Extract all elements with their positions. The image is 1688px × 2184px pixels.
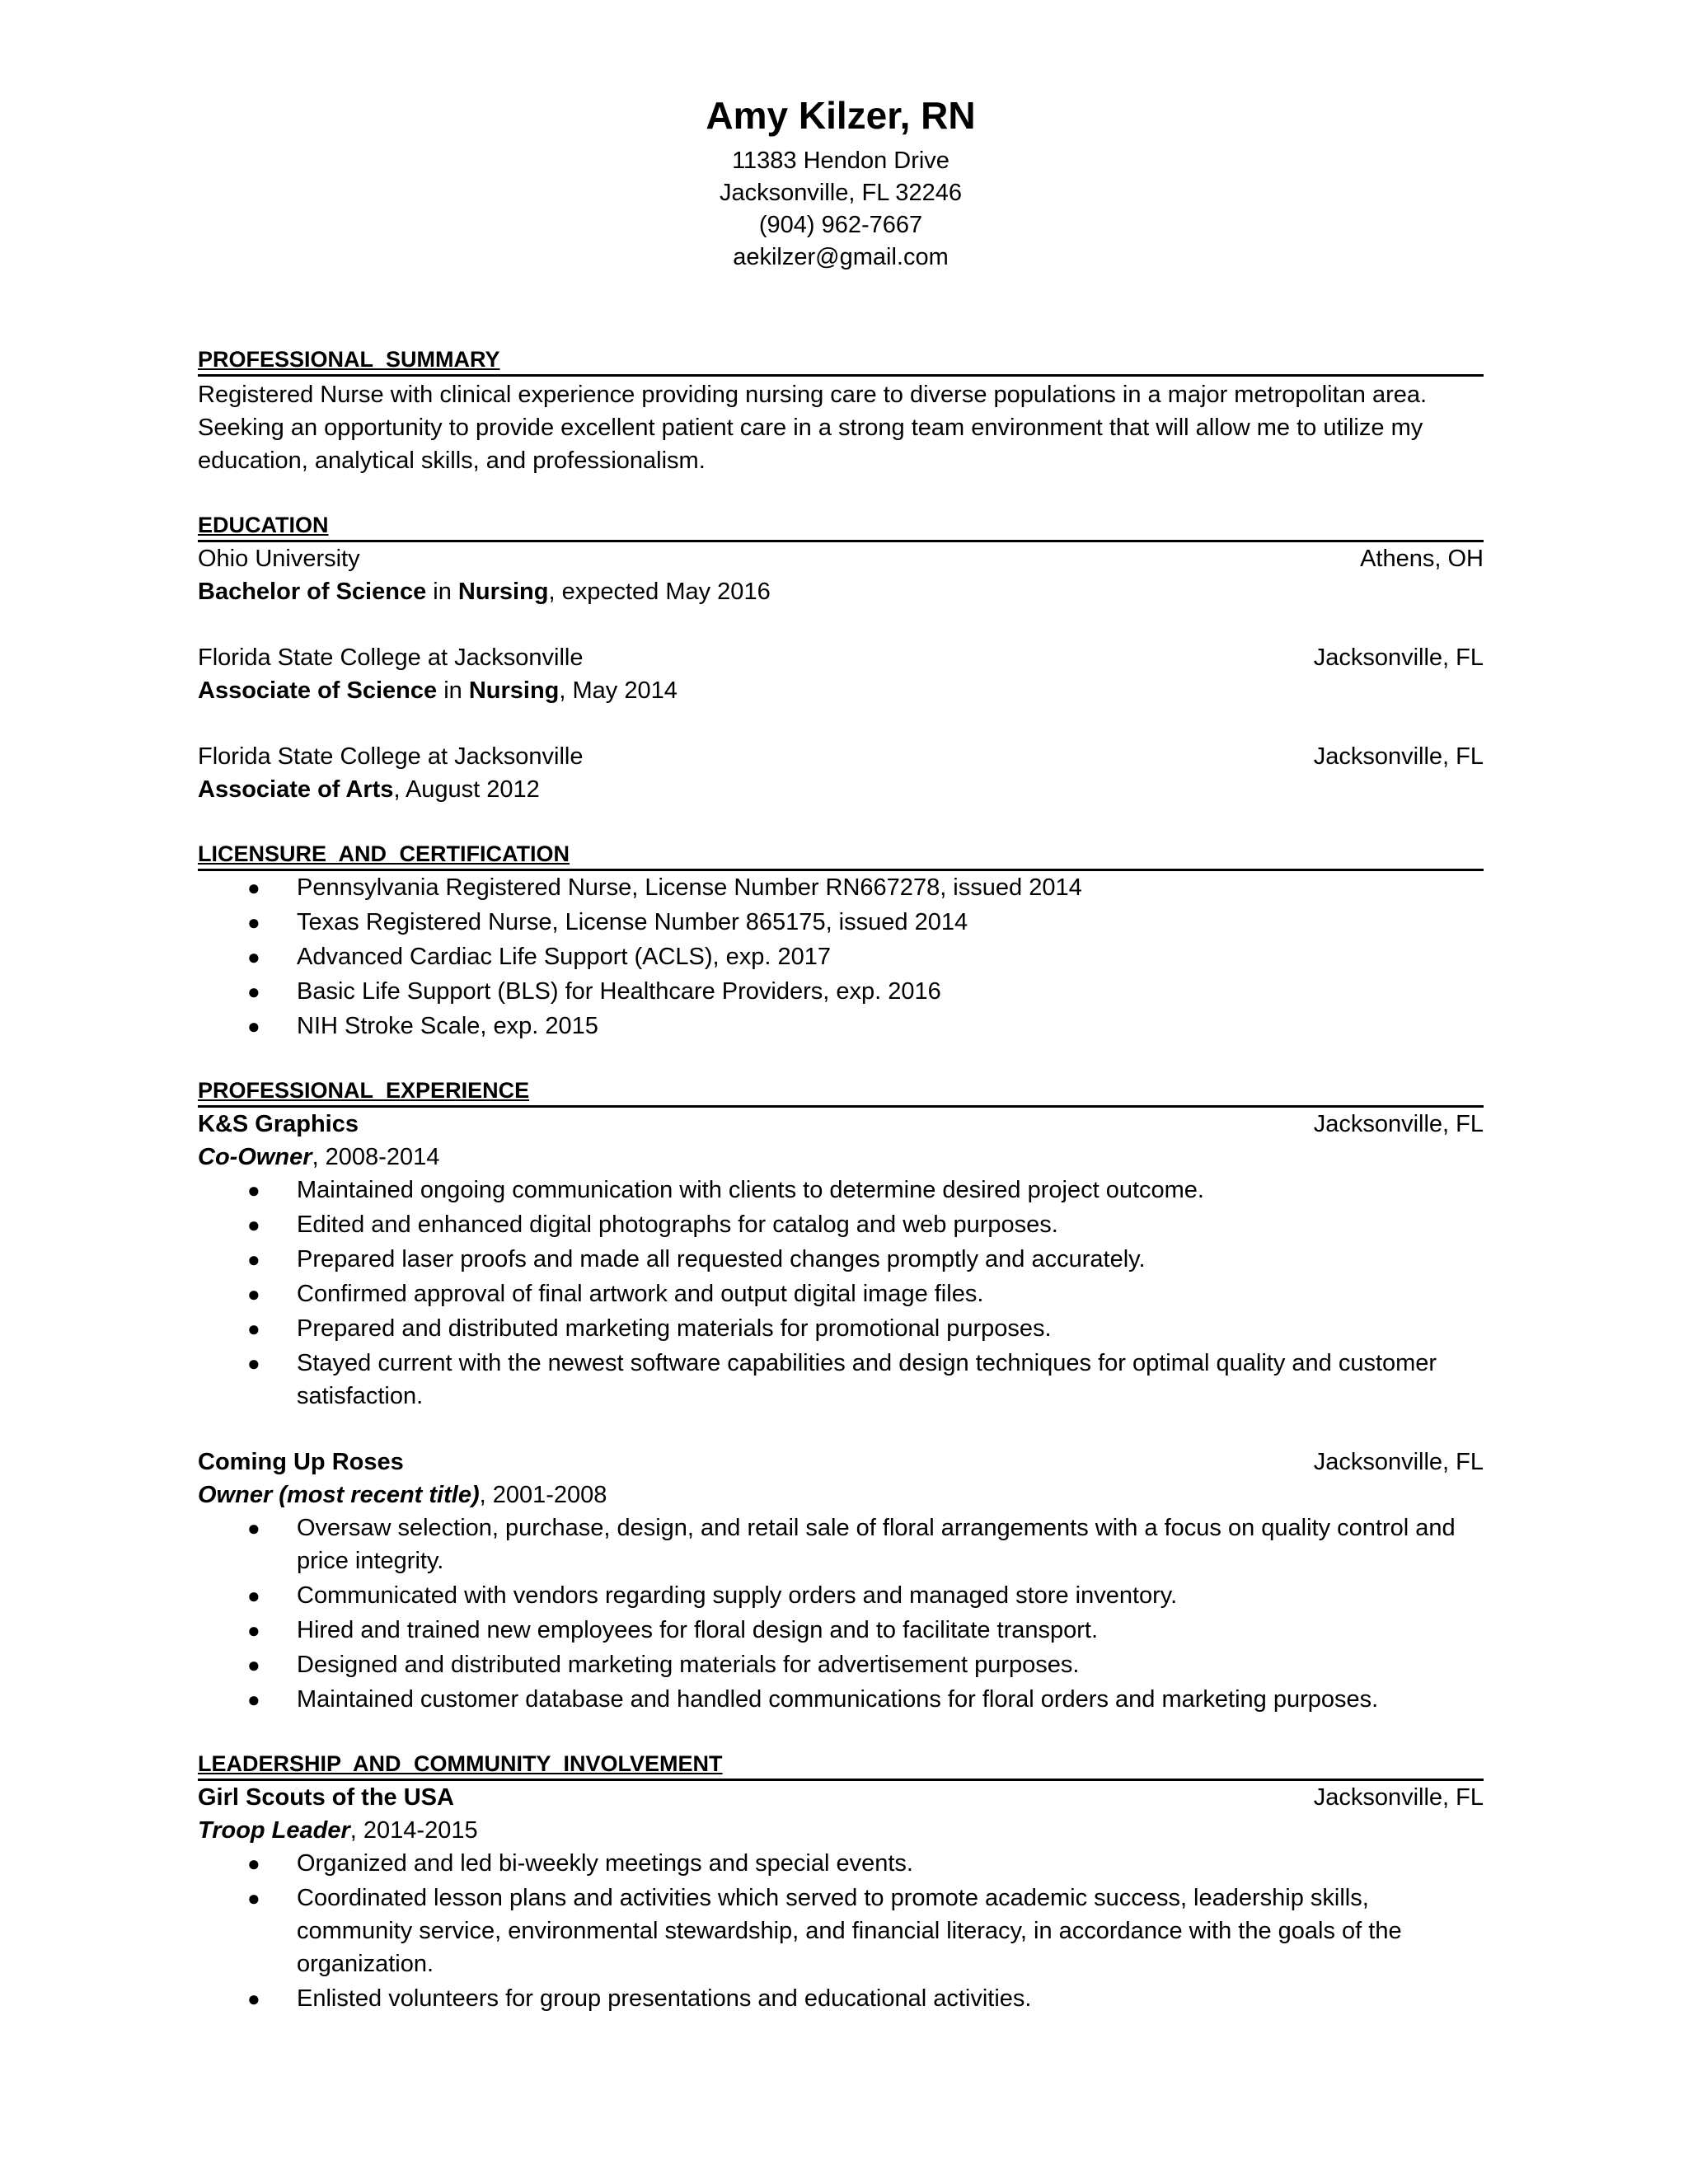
school-location: Athens, OH	[1360, 546, 1484, 572]
bullet-icon: ●	[247, 1986, 260, 2011]
leadership-bullets	[198, 1847, 1484, 2015]
degree-date: , August 2012	[393, 776, 540, 803]
list-item: ● Coordinated lesson plans and activities which served to promote academic success, leadership skills, community service, environmental stewardship, and financial literacy, in accordance with the goals of the organization.	[198, 1882, 1484, 1980]
bullet-icon: ●	[247, 1583, 260, 1608]
degree-name: Bachelor of Science	[198, 579, 427, 605]
section-title-experience: PROFESSIONAL EXPERIENCE	[198, 1076, 1484, 1108]
list-item: ● Prepared and distributed marketing materials for promotional purposes.	[198, 1312, 1484, 1345]
list-item: ● Stayed current with the newest software capabilities and design techniques for optimal quality and customer satisfaction.	[198, 1347, 1484, 1413]
degree-connector: in	[426, 579, 458, 605]
list-item: ● Pennsylvania Registered Nurse, License Number RN667278, issued 2014	[198, 871, 1484, 904]
bullet-icon: ●	[247, 1247, 260, 1272]
bullet-icon: ●	[247, 1618, 260, 1643]
job-role: Owner (most recent title)	[198, 1482, 480, 1508]
resume-header	[198, 89, 1484, 274]
bullet-icon: ●	[247, 1516, 260, 1540]
bullet-icon: ●	[247, 875, 260, 900]
summary-text	[198, 378, 1484, 477]
bullet-icon: ●	[247, 1351, 260, 1376]
email-address: aekilzer@gmail.com	[733, 244, 949, 270]
section-title-licensure: LICENSURE AND CERTIFICATION	[198, 839, 1484, 871]
address-line-2: Jacksonville, FL 32246	[720, 180, 962, 206]
list-item: ● Prepared laser proofs and made all requested changes promptly and accurately.	[198, 1243, 1484, 1276]
job-bullets	[198, 1511, 1484, 1716]
list-item: ● Hired and trained new employees for floral design and to facilitate transport.	[198, 1614, 1484, 1647]
bullet-icon: ●	[247, 910, 260, 935]
section-title-summary: PROFESSIONAL SUMMARY	[198, 344, 1484, 377]
education-entry	[198, 641, 1484, 707]
bullet-icon: ●	[247, 1316, 260, 1341]
degree-field: Nursing	[468, 677, 560, 704]
leadership-dates: , 2014-2015	[349, 1817, 478, 1844]
bullet-icon: ●	[247, 944, 260, 969]
degree-date: , May 2014	[559, 677, 678, 704]
school-location: Jacksonville, FL	[1313, 743, 1484, 770]
job-entry	[198, 1446, 1484, 1716]
list-item: ● Communicated with vendors regarding supply orders and managed store inventory.	[198, 1579, 1484, 1612]
job-dates: , 2008-2014	[312, 1144, 440, 1170]
bullet-icon: ●	[247, 1652, 260, 1677]
resume-page	[198, 89, 1484, 2017]
section-title-education: EDUCATION	[198, 510, 1484, 542]
list-item: ● Confirmed approval of final artwork and output digital image files.	[198, 1277, 1484, 1310]
school-location: Jacksonville, FL	[1313, 644, 1484, 671]
job-entry	[198, 1108, 1484, 1413]
list-item: ● Basic Life Support (BLS) for Healthcare Providers, exp. 2016	[198, 975, 1484, 1008]
summary-line: education, analytical skills, and professionalism.	[198, 448, 706, 474]
list-item: ● Maintained customer database and handled communications for floral orders and marketing purposes.	[198, 1683, 1484, 1716]
company-name: Coming Up Roses	[198, 1449, 404, 1475]
degree-connector: in	[437, 677, 469, 704]
bullet-icon: ●	[247, 1687, 260, 1712]
degree-date: , expected May 2016	[548, 579, 771, 605]
company-location: Jacksonville, FL	[1313, 1111, 1484, 1137]
list-item: ● Designed and distributed marketing materials for advertisement purposes.	[198, 1648, 1484, 1681]
school-name: Ohio University	[198, 546, 360, 572]
bullet-icon: ●	[247, 1178, 260, 1202]
bullet-icon: ●	[247, 1851, 260, 1876]
education-entry	[198, 740, 1484, 806]
licensure-list	[198, 871, 1484, 1043]
phone-number: (904) 962-7667	[758, 212, 923, 238]
list-item: ● Maintained ongoing communication with clients to determine desired project outcome.	[198, 1174, 1484, 1207]
degree-field: Nursing	[457, 579, 549, 605]
list-item: ● NIH Stroke Scale, exp. 2015	[198, 1010, 1484, 1043]
organization-location: Jacksonville, FL	[1313, 1784, 1484, 1811]
address-line-1: 11383 Hendon Drive	[732, 148, 950, 174]
summary-line: Registered Nurse with clinical experience providing nursing care to diverse populations in a major metropolitan area.	[198, 382, 1428, 408]
school-name: Florida State College at Jacksonville	[198, 644, 584, 671]
bullet-icon: ●	[247, 979, 260, 1004]
leadership-role: Troop Leader	[198, 1817, 350, 1844]
candidate-name: Amy Kilzer, RN	[706, 94, 976, 137]
list-item: ● Enlisted volunteers for group presentations and educational activities.	[198, 1982, 1484, 2015]
organization-name: Girl Scouts of the USA	[198, 1784, 454, 1811]
bullet-icon: ●	[247, 1886, 260, 1910]
job-bullets	[198, 1174, 1484, 1413]
job-role: Co-Owner	[198, 1144, 312, 1170]
company-name: K&S Graphics	[198, 1111, 359, 1137]
education-entry	[198, 542, 1484, 608]
company-location: Jacksonville, FL	[1313, 1449, 1484, 1475]
summary-line: Seeking an opportunity to provide excellent patient care in a strong team environment that will allow me to utilize my	[198, 415, 1423, 441]
list-item: ● Advanced Cardiac Life Support (ACLS), exp. 2017	[198, 940, 1484, 973]
degree-name: Associate of Science	[198, 677, 438, 704]
list-item: ● Edited and enhanced digital photographs for catalog and web purposes.	[198, 1208, 1484, 1241]
list-item: ● Organized and led bi-weekly meetings and special events.	[198, 1847, 1484, 1880]
leadership-entry	[198, 1781, 1484, 2015]
job-dates: , 2001-2008	[479, 1482, 607, 1508]
list-item: ● Oversaw selection, purchase, design, and retail sale of floral arrangements with a focus on quality control and price integrity.	[198, 1511, 1484, 1577]
degree-name: Associate of Arts	[198, 776, 394, 803]
bullet-icon: ●	[247, 1212, 260, 1237]
section-title-leadership: LEADERSHIP AND COMMUNITY INVOLVEMENT	[198, 1749, 1484, 1781]
bullet-icon: ●	[247, 1014, 260, 1038]
school-name: Florida State College at Jacksonville	[198, 743, 584, 770]
bullet-icon: ●	[247, 1282, 260, 1306]
list-item: ● Texas Registered Nurse, License Number 865175, issued 2014	[198, 906, 1484, 939]
